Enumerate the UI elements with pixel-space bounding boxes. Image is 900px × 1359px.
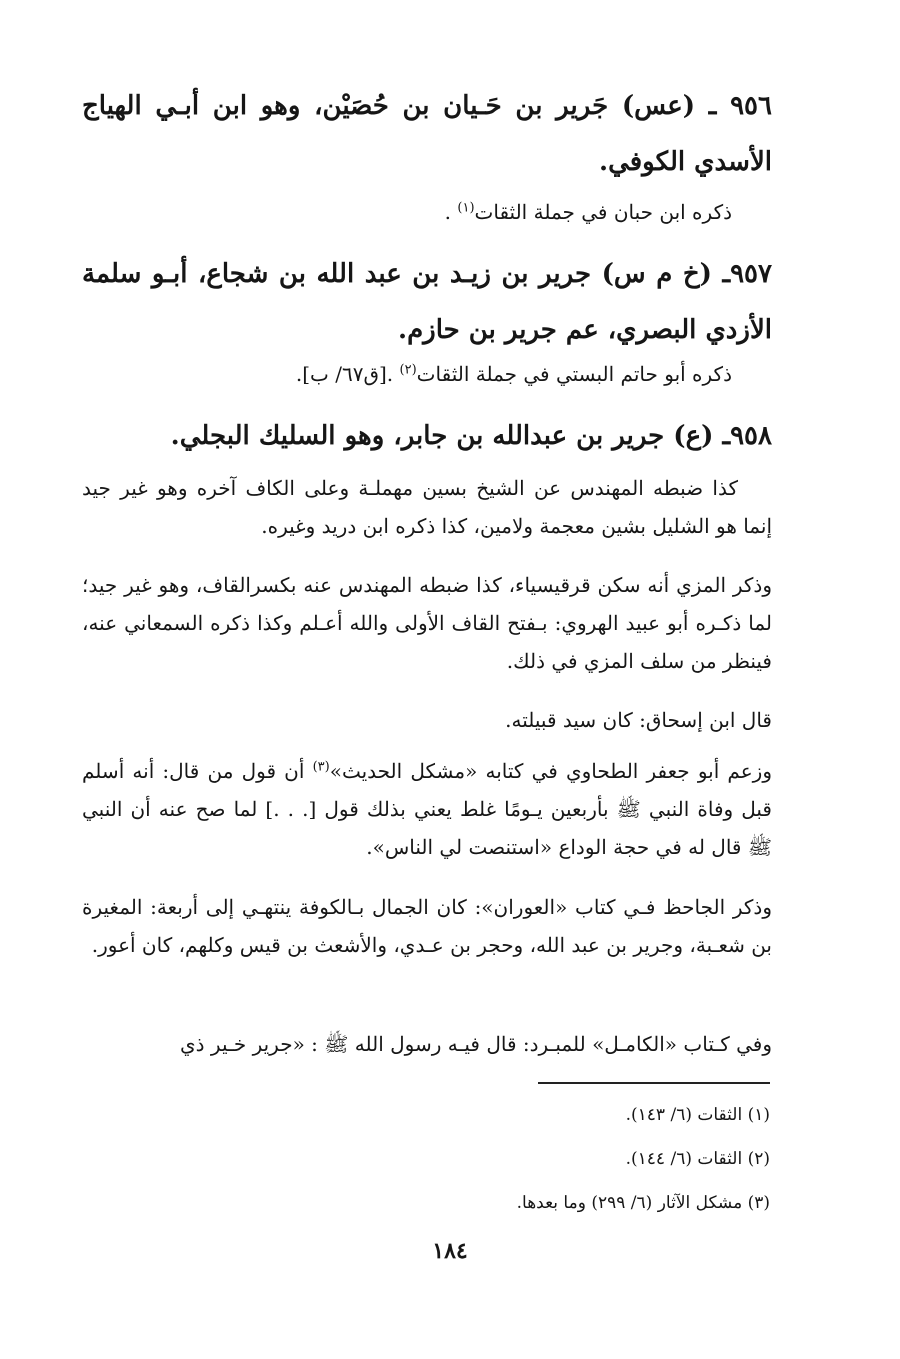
- footnote-3: (٣) مشكل الآثار (٦/ ٢٩٩) وما بعدها.: [516, 1193, 770, 1213]
- paragraph-6: وفي كـتاب «الكامـل» للمبـرد: قال فيـه رسول الله ﷺ : «جرير خـير ذي: [180, 1032, 772, 1056]
- footnote-1: (١) الثقات (٦/ ١٤٣).: [625, 1105, 770, 1125]
- paragraph-4: [82, 752, 772, 866]
- paragraph-4-text-before: وزعم أبو جعفر الطحاوي في كتابه «مشكل الحديث»: [329, 759, 772, 783]
- entry-957-heading: ٩٥٧ـ (خ م س) جرير بن زيـد بن عبد الله بن شجاع، أبـو سلمة الأزدي البصري، عم جرير بن حازم.: [82, 259, 772, 345]
- entry-958-heading: ٩٥٨ـ (ع) جرير بن عبدالله بن جابر، وهو السليك البجلي.: [170, 421, 772, 451]
- entry-956-note: [82, 194, 772, 230]
- footnote-ref-1: (١): [457, 200, 475, 216]
- footnote-ref-3: (٣): [312, 759, 330, 775]
- page-number: ١٨٤: [432, 1238, 468, 1264]
- entry-956-note-tail: .: [444, 200, 458, 224]
- footnote-ref-2: (٢): [399, 362, 417, 378]
- paragraph-1: كذا ضبطه المهندس عن الشيخ بسين مهملـة وعلى الكاف آخره وهو غير جيد إنما هو الشليل بشين معجمة ولامين، كذا ذكره ابن دريد وغيره.: [82, 476, 772, 538]
- paragraph-2: وذكر المزي أنه سكن قرقيسياء، كذا ضبطه المهندس عنه بكسرالقاف، وهو غير جيد؛ لما ذكـره أبو عبيد الهروي: بـفتح القاف الأولى والله أعـلم وكذا ذكره السمعاني عنه، فينظر من سلف المزي في ذلك.: [82, 573, 772, 673]
- footnote-2: (٢) الثقات (٦/ ١٤٤).: [625, 1149, 770, 1169]
- entry-956-heading: ٩٥٦ ـ (عس) جَرير بن حَـيان بن حُصَيْن، وهو ابن أبـي الهياج الأسدي الكوفي.: [82, 91, 772, 177]
- entry-957-note: [82, 356, 772, 392]
- entry-956-note-text: ذكره ابن حبان في جملة الثقات: [474, 200, 732, 224]
- paragraph-4-text-after: أن قول من قال: أنه أسلم قبل وفاة النبي ﷺ بأربعين يـومًا غلط يعني بذلك قول [. . .] لما صح عنه أن النبي ﷺ قال له في حجة الوداع «استنصت لي الناس».: [82, 759, 772, 859]
- entry-957-note-text: ذكره أبو حاتم البستي في جملة الثقات: [416, 362, 732, 386]
- paragraph-3: قال ابن إسحاق: كان سيد قبيلته.: [505, 708, 772, 732]
- paragraph-5: وذكر الجاحظ فـي كتاب «العوران»: كان الجمال بـالكوفة ينتهـي إلى أربعة: المغيرة بن شعـبة، وجرير بن عبد الله، وحجر بن عـدي، والأشعث بن قيس وكلهم، كان أعور.: [82, 895, 772, 957]
- entry-957-note-tail: .[ق٦٧/ ب].: [295, 362, 400, 386]
- footnote-separator: [538, 1082, 770, 1084]
